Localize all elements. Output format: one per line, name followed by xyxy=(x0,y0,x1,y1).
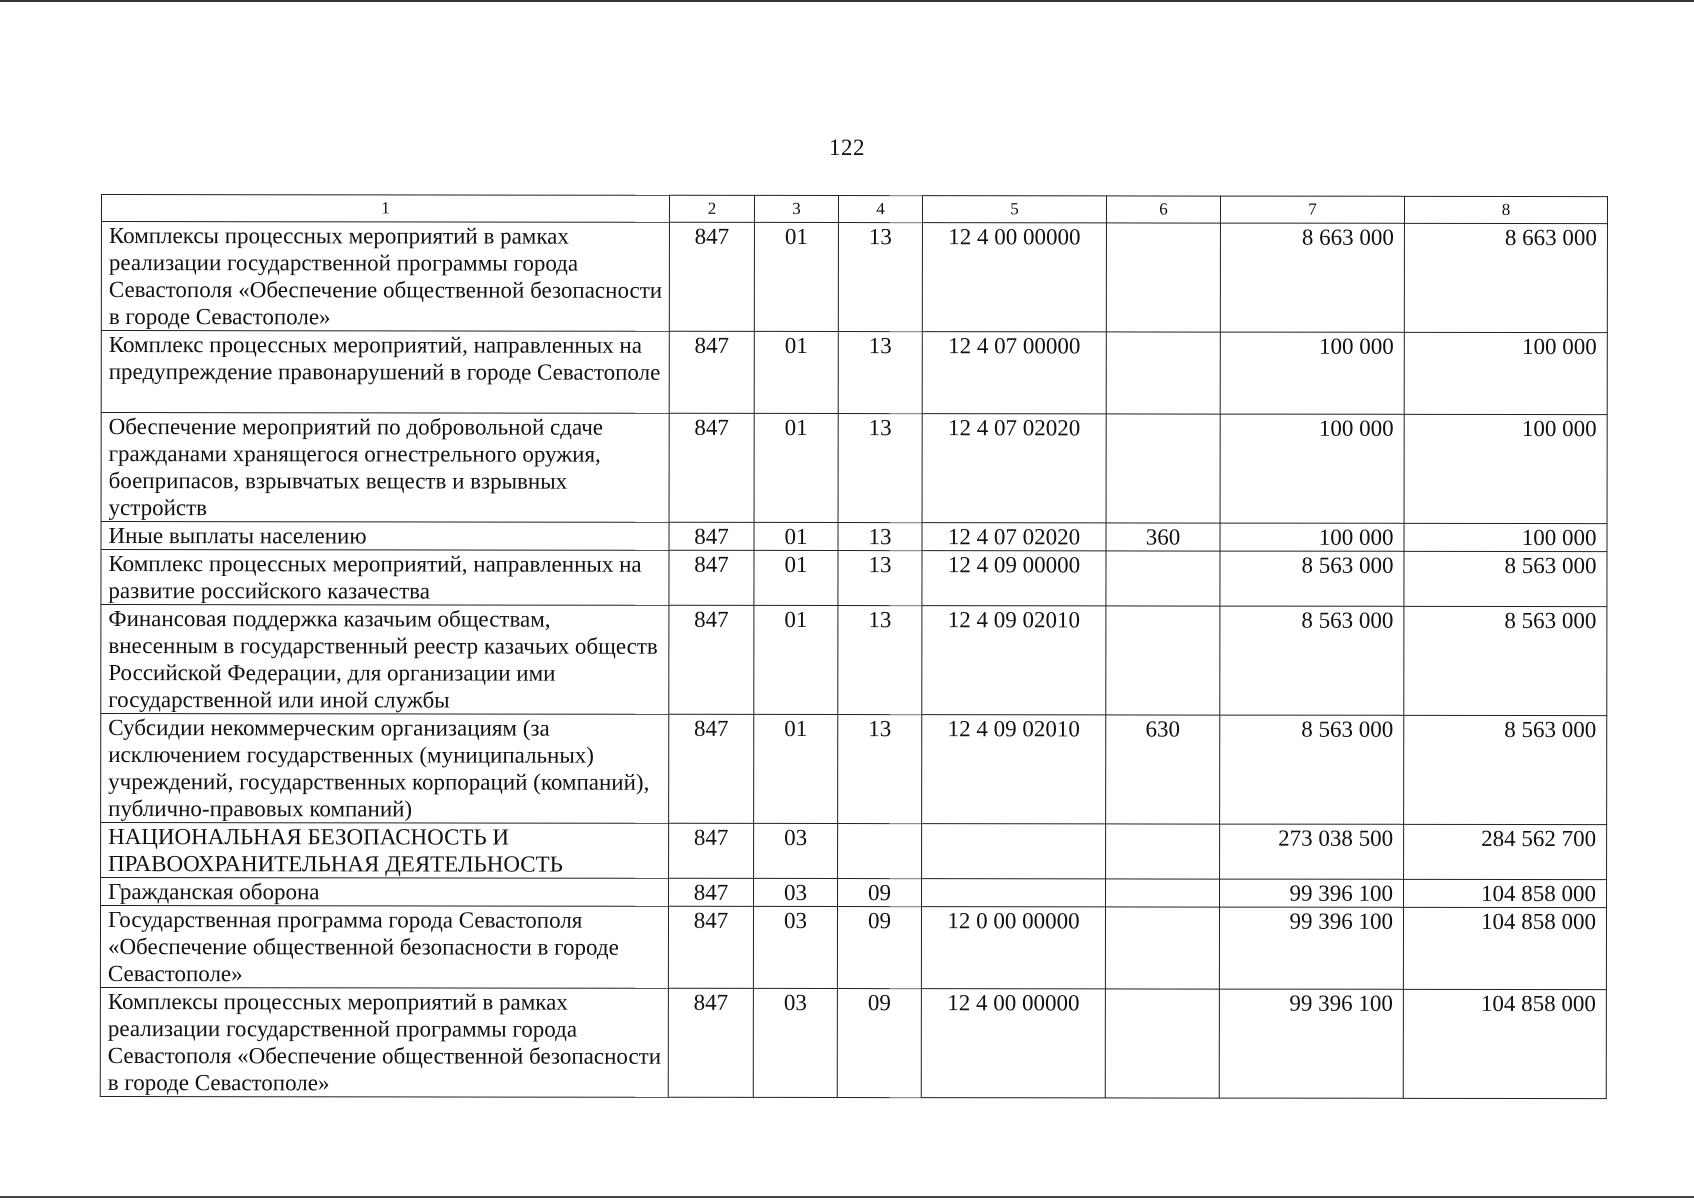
row-subsection: 13 xyxy=(838,414,922,523)
row-subsection: 09 xyxy=(837,989,921,1098)
row-name: Комплексы процессных мероприятий в рамках реализации государственной программы города Севастополя «Обеспечение общественной безопасности в городе Севастополе» xyxy=(100,987,668,1097)
row-target-article: 12 4 00 00000 xyxy=(922,223,1106,332)
bottom-border-line xyxy=(0,1196,1694,1198)
row-admin-code: 847 xyxy=(669,878,754,906)
row-sum-1: 8 563 000 xyxy=(1220,551,1404,606)
row-target-article xyxy=(922,824,1106,879)
row-name: Государственная программа города Севастополя «Обеспечение общественной безопасности в городе Севастополе» xyxy=(100,906,668,989)
row-section: 03 xyxy=(753,906,837,988)
header-cell-2: 2 xyxy=(669,195,754,222)
row-admin-code: 847 xyxy=(669,714,754,823)
row-subsection: 09 xyxy=(837,907,921,989)
row-sum-2: 104 858 000 xyxy=(1403,907,1606,989)
header-cell-7: 7 xyxy=(1220,196,1404,223)
row-sum-1: 100 000 xyxy=(1220,414,1404,523)
row-sum-2: 100 000 xyxy=(1404,523,1607,551)
row-expense-type xyxy=(1105,989,1219,1098)
row-expense-type xyxy=(1106,824,1220,879)
table-row xyxy=(101,331,1607,415)
row-sum-2: 8 563 000 xyxy=(1404,606,1607,715)
page-number: 122 xyxy=(829,135,865,160)
table-row xyxy=(101,714,1607,825)
row-admin-code: 847 xyxy=(669,823,754,878)
row-expense-type xyxy=(1106,332,1220,414)
row-section: 01 xyxy=(754,331,838,413)
table-row xyxy=(101,222,1607,333)
row-sum-1: 99 396 100 xyxy=(1219,907,1403,989)
row-name: Комплексы процессных мероприятий в рамках реализации государственной программы города Севастополя «Обеспечение общественной безопасности в городе Севастополе» xyxy=(101,222,669,332)
row-section: 01 xyxy=(754,605,838,714)
table-row xyxy=(101,878,1607,908)
row-expense-type xyxy=(1106,414,1220,523)
row-section: 03 xyxy=(753,988,837,1097)
row-target-article: 12 4 09 02010 xyxy=(922,606,1106,715)
row-admin-code: 847 xyxy=(669,550,754,605)
row-section: 01 xyxy=(754,714,838,823)
row-expense-type xyxy=(1106,551,1220,606)
row-subsection: 13 xyxy=(838,332,922,414)
row-section: 01 xyxy=(754,413,838,522)
row-admin-code: 847 xyxy=(669,222,754,331)
row-sum-2: 104 858 000 xyxy=(1404,879,1607,907)
row-admin-code: 847 xyxy=(668,988,753,1097)
row-target-article: 12 4 00 00000 xyxy=(921,989,1105,1098)
table-row xyxy=(101,823,1607,880)
row-sum-2: 8 563 000 xyxy=(1404,551,1607,606)
header-cell-4: 4 xyxy=(838,196,922,223)
row-sum-1: 273 038 500 xyxy=(1220,824,1404,879)
row-sum-2: 8 663 000 xyxy=(1404,223,1607,332)
row-expense-type xyxy=(1106,223,1220,332)
row-section: 01 xyxy=(754,550,838,605)
row-subsection: 13 xyxy=(838,551,922,606)
table-row xyxy=(100,987,1606,1098)
row-name: Обеспечение мероприятий по добровольной сдаче гражданами хранящегося огнестрельного оружия, боеприпасов, взрывчатых веществ и взрывных устройств xyxy=(101,413,669,523)
row-admin-code: 847 xyxy=(669,522,754,550)
row-name: Финансовая поддержка казачьим обществам, внесенным в государственный реестр казачьих обществ Российской Федерации, для организации ими государственной или иной службы xyxy=(101,605,669,715)
row-subsection: 13 xyxy=(838,223,922,332)
header-cell-8: 8 xyxy=(1404,196,1607,223)
row-target-article: 12 4 07 02020 xyxy=(922,414,1106,523)
top-border-line xyxy=(0,0,1694,2)
row-sum-2: 284 562 700 xyxy=(1404,824,1607,879)
row-expense-type xyxy=(1106,879,1220,907)
row-admin-code: 847 xyxy=(669,413,754,522)
row-expense-type xyxy=(1105,907,1219,989)
row-section: 03 xyxy=(754,823,838,878)
row-section: 01 xyxy=(754,222,838,331)
row-sum-1: 8 663 000 xyxy=(1220,223,1404,332)
table-row xyxy=(101,550,1607,607)
row-sum-1: 99 396 100 xyxy=(1219,989,1403,1098)
row-target-article xyxy=(922,879,1106,907)
row-section: 03 xyxy=(754,878,838,906)
row-section: 01 xyxy=(754,522,838,550)
table-row xyxy=(101,522,1607,552)
row-sum-2: 104 858 000 xyxy=(1403,989,1606,1098)
row-name: Комплекс процессных мероприятий, направленных на развитие российского казачества xyxy=(101,550,669,606)
header-cell-1: 1 xyxy=(101,195,669,223)
row-sum-1: 100 000 xyxy=(1220,523,1404,551)
row-sum-2: 100 000 xyxy=(1404,332,1607,414)
row-name: Субсидии некоммерческим организациям (за исключением государственных (муниципальных) учреждений, государственных корпораций (компаний), публично-правовых компаний) xyxy=(101,714,669,824)
header-cell-6: 6 xyxy=(1106,196,1220,223)
row-name: Комплекс процессных мероприятий, направленных на предупреждение правонарушений в городе Севастополе xyxy=(101,331,669,414)
row-expense-type xyxy=(1106,606,1220,715)
row-sum-2: 8 563 000 xyxy=(1404,715,1607,824)
header-cell-5: 5 xyxy=(922,196,1106,223)
row-admin-code: 847 xyxy=(669,605,754,714)
row-subsection: 13 xyxy=(838,715,922,824)
row-subsection: 13 xyxy=(838,606,922,715)
row-target-article: 12 4 07 00000 xyxy=(922,332,1106,414)
row-admin-code: 847 xyxy=(669,331,754,413)
row-target-article: 12 4 09 02010 xyxy=(922,715,1106,824)
row-target-article: 12 4 07 02020 xyxy=(922,523,1106,551)
row-name: Иные выплаты населению xyxy=(101,522,669,551)
header-cell-3: 3 xyxy=(754,195,838,222)
budget-table xyxy=(100,194,1608,1099)
row-target-article: 12 0 00 00000 xyxy=(921,907,1105,989)
row-subsection: 09 xyxy=(838,879,922,907)
table-row xyxy=(101,605,1607,716)
row-expense-type: 630 xyxy=(1106,715,1220,824)
row-sum-1: 8 563 000 xyxy=(1220,715,1404,824)
row-target-article: 12 4 09 00000 xyxy=(922,551,1106,606)
row-sum-1: 8 563 000 xyxy=(1220,606,1404,715)
table-header-row xyxy=(101,195,1607,224)
row-expense-type: 360 xyxy=(1106,523,1220,551)
row-sum-1: 99 396 100 xyxy=(1220,879,1404,907)
row-name: НАЦИОНАЛЬНАЯ БЕЗОПАСНОСТЬ И ПРАВООХРАНИТЕЛЬНАЯ ДЕЯТЕЛЬНОСТЬ xyxy=(101,823,669,879)
row-sum-2: 100 000 xyxy=(1404,414,1607,523)
row-admin-code: 847 xyxy=(668,906,753,988)
table-row xyxy=(100,906,1606,990)
table-row xyxy=(101,413,1607,524)
row-name: Гражданская оборона xyxy=(101,878,669,907)
row-subsection xyxy=(838,824,922,879)
row-sum-1: 100 000 xyxy=(1220,332,1404,414)
row-subsection: 13 xyxy=(838,523,922,551)
